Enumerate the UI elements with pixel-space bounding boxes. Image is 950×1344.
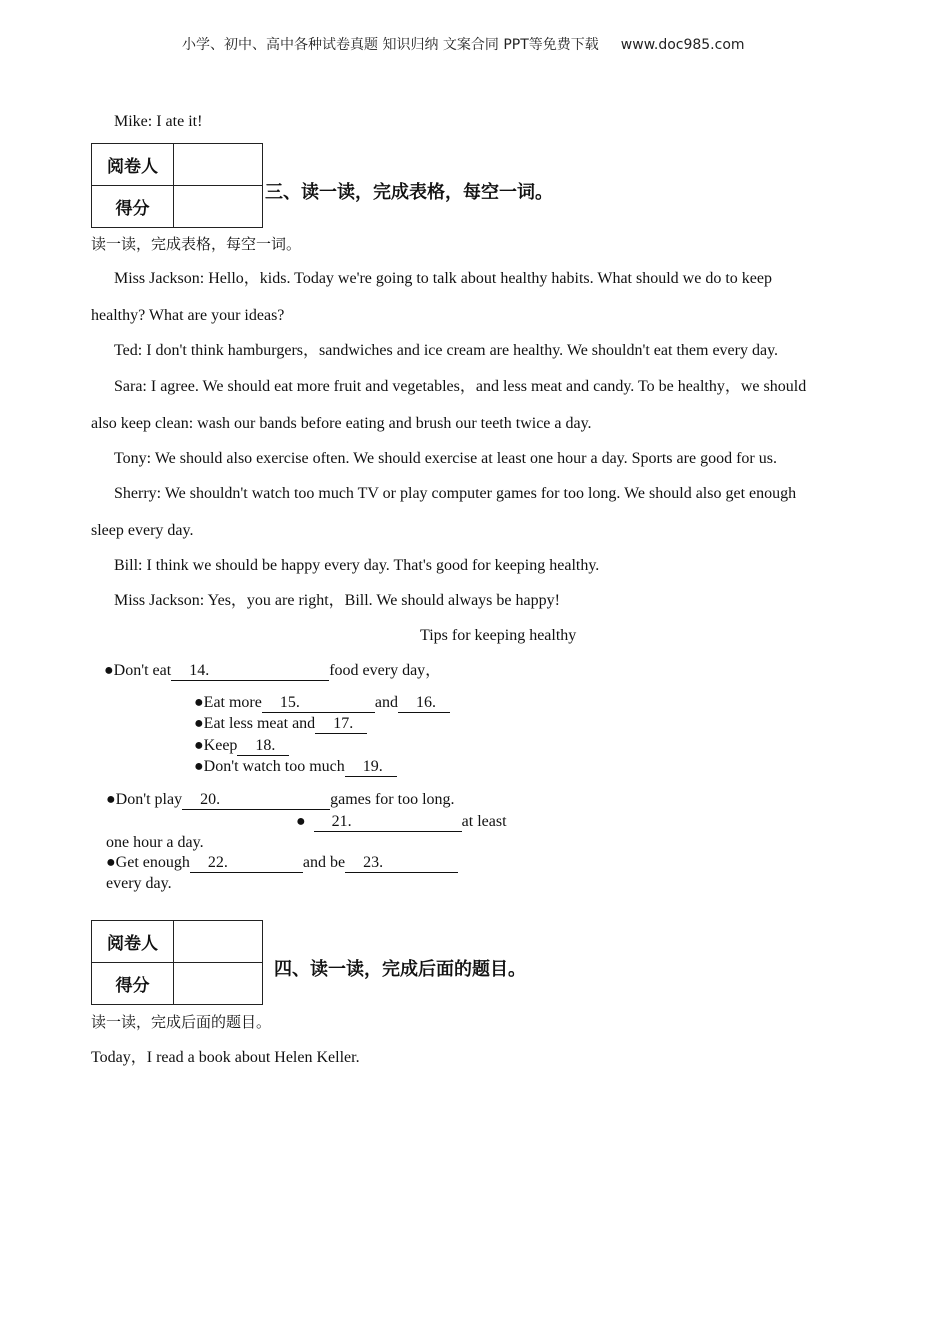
- score-field: [174, 186, 263, 228]
- reviewer-label: 阅卷人: [92, 921, 174, 963]
- dialogue-line: also keep clean: wash our bands before eating and brush our teeth twice a day.: [91, 415, 592, 432]
- tip-row-20: [106, 790, 455, 810]
- blank-19: 19.: [345, 758, 397, 777]
- header-url: www.doc985.com: [620, 37, 745, 53]
- tip-text: and: [374, 694, 398, 711]
- tip-row-15-16: [194, 693, 450, 713]
- tip-text: food every day，: [329, 662, 442, 679]
- section4-first-line: Today，I read a book about Helen Keller.: [91, 1049, 360, 1066]
- mike-line: Mike: I ate it!: [114, 113, 203, 130]
- grader-box-section4: [91, 920, 263, 1005]
- tip-row-17: [194, 714, 367, 734]
- blank-18: 18.: [237, 737, 289, 756]
- blank-14: 14.: [171, 662, 329, 681]
- dialogue-line: Miss Jackson: Hello，kids. Today we're going to talk about healthy habits. What should we do to keep: [114, 270, 772, 287]
- tip-text: ●Don't eat: [104, 662, 172, 679]
- section4-instruction: 读一读，完成后面的题目。: [91, 1013, 272, 1031]
- section3-instruction: 读一读，完成表格，每空一词。: [91, 235, 302, 253]
- section3-title: 三、读一读，完成表格，每空一词。: [265, 182, 553, 203]
- blank-20: 20.: [182, 791, 330, 810]
- blank-16: 16.: [398, 694, 450, 713]
- reviewer-label: 阅卷人: [92, 144, 174, 186]
- tip-row-14: [104, 661, 441, 681]
- score-label: 得分: [92, 186, 174, 228]
- tip-text: ●Keep: [194, 737, 238, 754]
- tip-text: ●Get enough: [106, 854, 190, 871]
- reviewer-field: [174, 921, 263, 963]
- dialogue-line: Sara: I agree. We should eat more fruit and vegetables，and less meat and candy. To be healthy，we should: [114, 378, 807, 395]
- tip-text: ●Eat less meat and: [194, 715, 316, 732]
- dialogue-line: Sherry: We shouldn't watch too much TV or play computer games for too long. We should also get enough: [114, 485, 797, 502]
- tip-row-19: [194, 757, 397, 777]
- blank-21: 21.: [314, 813, 462, 832]
- dialogue-line: Bill: I think we should be happy every day. That's good for keeping healthy.: [114, 557, 600, 574]
- tips-title: Tips for keeping healthy: [420, 627, 577, 644]
- tip-row-21-continued: one hour a day.: [106, 834, 204, 851]
- tip-row-22-23: [106, 853, 458, 873]
- tip-text: games for too long.: [330, 791, 455, 808]
- score-label: 得分: [92, 963, 174, 1005]
- tip-row-18: [194, 736, 289, 756]
- blank-23: 23.: [345, 854, 458, 873]
- score-field: [174, 963, 263, 1005]
- dialogue-line: sleep every day.: [91, 522, 194, 539]
- dialogue-line: Miss Jackson: Yes，you are right，Bill. We should always be happy!: [114, 592, 560, 609]
- tip-text: and be: [302, 854, 346, 871]
- dialogue-line: Ted: I don't think hamburgers，sandwiches and ice cream are healthy. We shouldn't eat them every day.: [114, 342, 779, 359]
- dialogue-line: Tony: We should also exercise often. We should exercise at least one hour a day. Sports are good for us.: [114, 450, 777, 467]
- tip-text: ●Eat more: [194, 694, 262, 711]
- tip-text: ●Don't watch too much: [194, 758, 345, 775]
- dialogue-line: healthy? What are your ideas?: [91, 307, 285, 324]
- reviewer-field: [174, 144, 263, 186]
- tip-bullet: ●: [296, 813, 306, 830]
- tip-text: at least: [461, 813, 507, 830]
- tip-row-21: [296, 812, 507, 832]
- section4-title: 四、读一读，完成后面的题目。: [274, 959, 526, 980]
- grader-box-section3: [91, 143, 263, 228]
- page-header: [182, 34, 745, 54]
- tip-text: ●Don't play: [106, 791, 183, 808]
- blank-15: 15.: [262, 694, 375, 713]
- tip-row-22-23-continued: every day.: [106, 875, 172, 892]
- blank-17: 17.: [315, 715, 367, 734]
- blank-22: 22.: [190, 854, 303, 873]
- header-text: 小学、初中、高中各种试卷真题 知识归纳 文案合同 PPT等免费下载: [182, 37, 599, 53]
